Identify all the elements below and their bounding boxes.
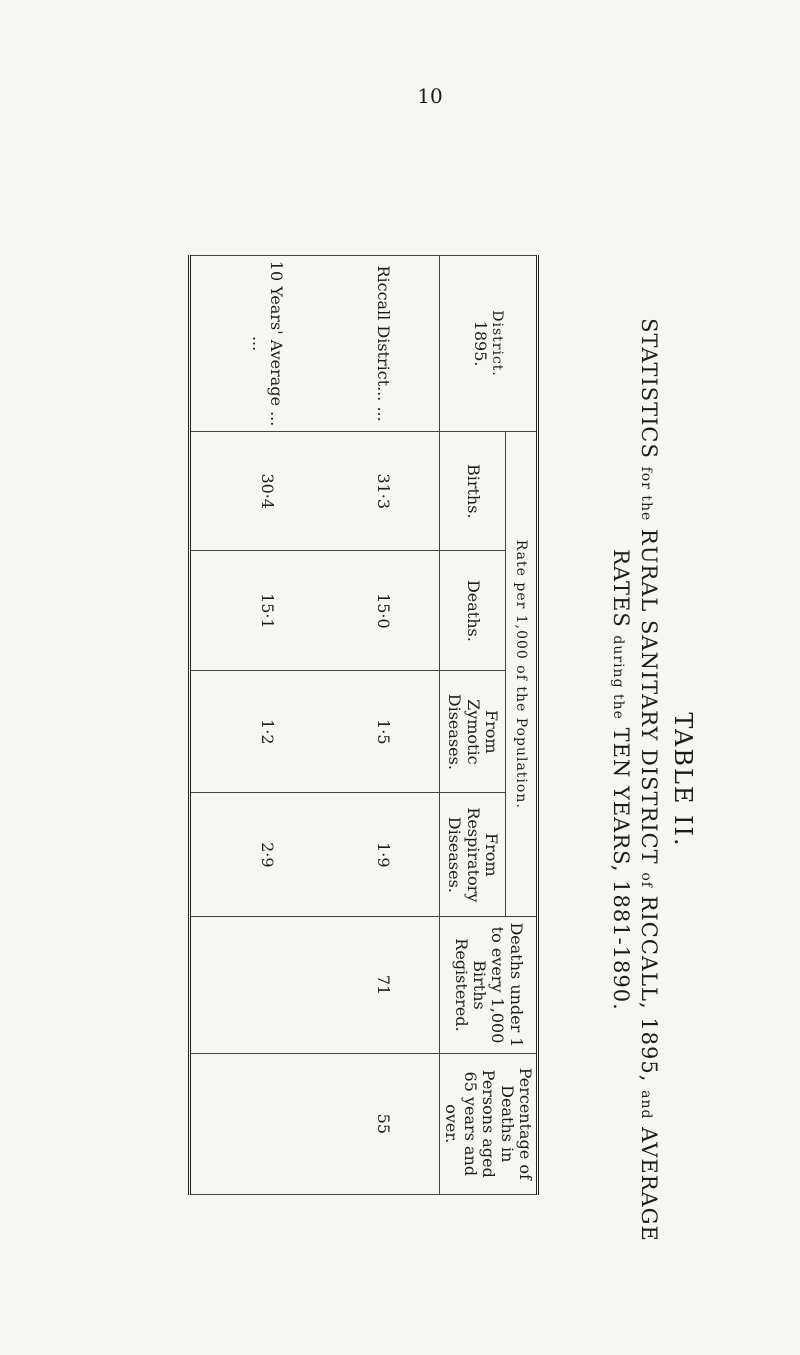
births-header: Births.	[440, 432, 506, 551]
respiratory-value: 1·9	[333, 793, 440, 917]
district-header	[440, 256, 538, 432]
infant-value	[190, 917, 333, 1053]
rate-group-header: Rate per 1,000 of the Population.	[506, 432, 538, 917]
zymotic-header: From Zymotic Diseases.	[440, 671, 506, 793]
row-label: Riccall District... ...	[333, 256, 440, 432]
respiratory-header: From Respiratory Diseases.	[440, 793, 506, 917]
table-subtitle-line-2	[609, 235, 633, 1325]
subtitle-small-caps: during the	[610, 635, 626, 720]
subtitle-text: RURAL SANITARY DISTRICT	[637, 521, 661, 873]
subtitle-text: TEN YEARS, 1881-1890.	[609, 719, 633, 1011]
table-row	[190, 256, 333, 1195]
respiratory-value: 2·9	[190, 793, 333, 917]
aged-value: 55	[333, 1053, 440, 1194]
page-number: 10	[417, 84, 443, 108]
subtitle-small-caps: for the	[638, 466, 654, 522]
zymotic-value: 1·2	[190, 671, 333, 793]
births-value: 30·4	[190, 432, 333, 551]
deaths-value: 15·1	[190, 551, 333, 671]
subtitle-text: RICCALL, 1895,	[637, 888, 661, 1091]
statistics-table	[188, 255, 539, 1195]
subtitle-text: STATISTICS	[637, 318, 661, 467]
deaths-value: 15·0	[333, 551, 440, 671]
table-subtitle-line-1	[637, 235, 661, 1325]
infant-value: 71	[333, 917, 440, 1053]
table-title: TABLE II.	[669, 712, 697, 848]
aged-deaths-header: Percentage of Deaths in Persons aged 65 years and over.	[440, 1053, 538, 1194]
zymotic-value: 1·5	[333, 671, 440, 793]
subtitle-small-caps: of	[638, 872, 654, 888]
deaths-header: Deaths.	[440, 551, 506, 671]
subtitle-text: AVERAGE	[637, 1119, 661, 1242]
table-row	[333, 256, 440, 1195]
subtitle-text: RATES	[609, 549, 633, 636]
subtitle-small-caps: and	[638, 1090, 654, 1120]
district-header-label: District.	[489, 310, 506, 377]
row-label: 10 Years' Average ... ...	[190, 256, 333, 432]
aged-value	[190, 1053, 333, 1194]
infant-deaths-header: Deaths under 1 to every 1,000 Births Registered.	[440, 917, 538, 1053]
births-value: 31·3	[333, 432, 440, 551]
rotated-table-page	[145, 235, 705, 1325]
district-header-year: 1895.	[471, 320, 491, 367]
